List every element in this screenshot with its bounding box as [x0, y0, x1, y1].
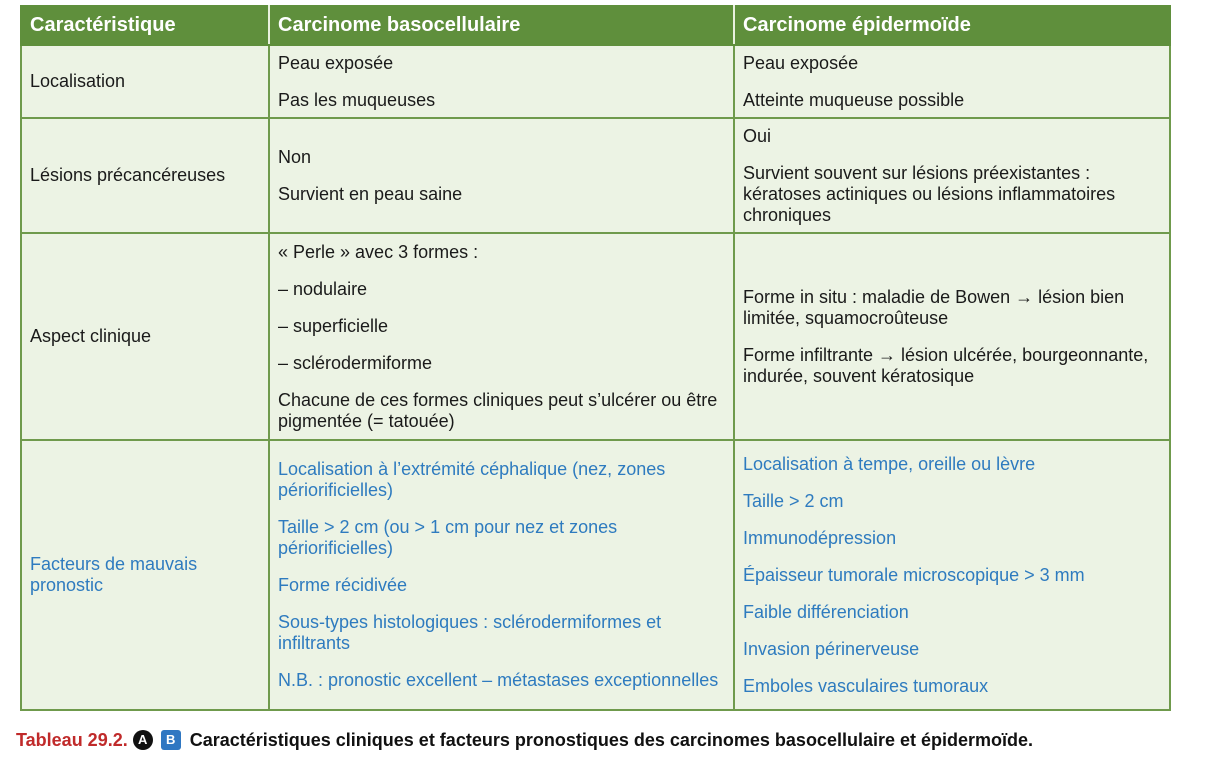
cell-line: Oui	[743, 125, 772, 146]
header-caracteristique: Caractéristique	[21, 6, 269, 45]
epidermoide-cell	[734, 233, 1170, 440]
cell-line: – sclérodermiforme	[278, 352, 433, 373]
cell-line: Forme in situ : maladie de Bowen → lésion bien limitée, squamocroûteuse	[743, 286, 1125, 328]
caption-label: Tableau 29.2.	[16, 729, 128, 750]
row-localisation	[21, 45, 1170, 118]
basocellulaire-cell	[269, 45, 734, 118]
cell-line: Forme infiltrante → lésion ulcérée, bourgeonnante, indurée, souvent kératosique	[743, 344, 1149, 386]
row-label: Aspect clinique	[21, 233, 269, 440]
header-epidermoide: Carcinome épidermoïde	[734, 6, 1170, 45]
cell-line: – superficielle	[278, 315, 389, 336]
cell-line: Sous-types histologiques : sclérodermiformes et infiltrants	[278, 612, 662, 653]
epidermoide-cell	[734, 118, 1170, 233]
cell-line: Immunodépression	[743, 527, 897, 548]
epidermoide-cell	[734, 440, 1170, 710]
basocellulaire-cell	[269, 118, 734, 233]
cell-line: Survient en peau saine	[278, 183, 463, 204]
cell-line: Taille > 2 cm (ou > 1 cm pour nez et zones périorificielles)	[278, 517, 618, 558]
cell-line: Survient souvent sur lésions préexistantes : kératoses actiniques ou lésions inflammatoires chroniques	[743, 162, 1116, 225]
epidermoide-cell	[734, 45, 1170, 118]
cell-line: Invasion périnerveuse	[743, 638, 920, 659]
cell-line: Emboles vasculaires tumoraux	[743, 675, 989, 696]
cell-line: – nodulaire	[278, 278, 368, 299]
cell-line: Peau exposée	[743, 52, 859, 73]
cell-line: Peau exposée	[278, 52, 394, 73]
cell-line: Forme récidivée	[278, 575, 408, 595]
header-row	[21, 6, 1170, 45]
caption-text: Caractéristiques cliniques et facteurs pronostiques des carcinomes basocellulaire et épidermoïde.	[189, 729, 1034, 750]
comparison-table	[20, 5, 1171, 711]
row-label: Lésions précancéreuses	[21, 118, 269, 233]
cell-line: Pas les muqueuses	[278, 89, 436, 110]
cell-line: Épaisseur tumorale microscopique > 3 mm	[743, 564, 1085, 585]
level-b-badge-icon: B	[161, 730, 181, 750]
cell-line: Atteinte muqueuse possible	[743, 89, 965, 110]
row-facteurs-mauvais-pronostic	[21, 440, 1170, 710]
row-label: Facteurs de mauvais pronostic	[21, 440, 269, 710]
row-label: Localisation	[21, 45, 269, 118]
cell-line: Chacune de ces formes cliniques peut s’ulcérer ou être pigmentée (= tatouée)	[278, 389, 718, 431]
header-basocellulaire: Carcinome basocellulaire	[269, 6, 734, 45]
row-lesions-precancereuses	[21, 118, 1170, 233]
basocellulaire-cell	[269, 440, 734, 710]
cell-line: Localisation à l’extrémité céphalique (nez, zones périorificielles)	[278, 459, 666, 500]
cell-line: Taille > 2 cm	[743, 490, 844, 511]
row-aspect-clinique	[21, 233, 1170, 440]
cell-line: Localisation à tempe, oreille ou lèvre	[743, 453, 1036, 474]
cell-line: N.B. : pronostic excellent – métastases exceptionnelles	[278, 670, 719, 690]
basocellulaire-cell	[269, 233, 734, 440]
table-caption	[16, 727, 1033, 753]
cell-line: Faible différenciation	[743, 601, 909, 622]
cell-line: « Perle » avec 3 formes :	[278, 241, 479, 262]
cell-line: Non	[278, 146, 312, 167]
level-a-badge-icon: A	[133, 730, 153, 750]
